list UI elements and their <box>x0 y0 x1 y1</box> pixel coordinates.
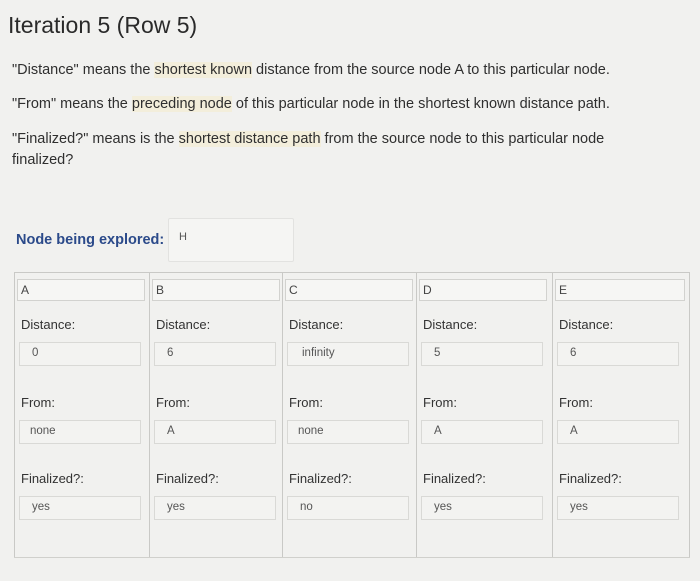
from-label: From: <box>156 395 190 410</box>
finalized-label: Finalized?: <box>423 471 486 486</box>
distance-label: Distance: <box>156 317 211 332</box>
distance-value: 6 <box>570 347 577 359</box>
node-column-c <box>282 273 417 557</box>
finalized-value: yes <box>434 501 452 513</box>
node-name-field[interactable]: D <box>419 279 547 301</box>
finalized-value: yes <box>167 501 185 513</box>
distance-input[interactable] <box>154 342 276 366</box>
node-column-b <box>149 273 284 557</box>
finalized-input[interactable] <box>557 496 679 520</box>
definition-text: distance from the source node A to this particular node. <box>252 62 610 78</box>
from-input[interactable] <box>19 420 141 444</box>
definition-text: finalized? <box>12 152 74 168</box>
from-label: From: <box>559 395 593 410</box>
finalized-value: yes <box>570 501 588 513</box>
finalized-value: no <box>300 501 313 513</box>
from-label: From: <box>289 395 323 410</box>
finalized-label: Finalized?: <box>289 471 352 486</box>
distance-input[interactable] <box>19 342 141 366</box>
node-column-e <box>552 273 690 557</box>
finalized-label: Finalized?: <box>559 471 622 486</box>
from-label: From: <box>423 395 457 410</box>
definition-text: of this particular node in the shortest known distance path. <box>231 96 610 112</box>
from-input[interactable] <box>154 420 276 444</box>
definition-text: "Finalized?" means is the <box>12 131 179 147</box>
node-name-field[interactable]: A <box>17 279 145 301</box>
definition-text: "From" means the <box>12 96 132 112</box>
finalized-label: Finalized?: <box>156 471 219 486</box>
definition-highlight: shortest distance path <box>178 131 321 147</box>
explored-node-input[interactable]: H <box>168 218 294 262</box>
finalized-input[interactable] <box>19 496 141 520</box>
from-value: A <box>434 425 442 437</box>
definition-finalized <box>12 129 604 171</box>
node-column-a <box>14 273 149 557</box>
node-name-field[interactable]: B <box>152 279 280 301</box>
from-input[interactable] <box>557 420 679 444</box>
page-title: Iteration 5 (Row 5) <box>8 12 198 38</box>
from-input[interactable] <box>421 420 543 444</box>
distance-input[interactable] <box>287 342 409 366</box>
node-name-field[interactable]: E <box>555 279 685 301</box>
finalized-input[interactable] <box>154 496 276 520</box>
distance-value: infinity <box>302 347 335 359</box>
from-value: A <box>167 425 175 437</box>
distance-value: 5 <box>434 347 441 359</box>
from-input[interactable] <box>287 420 409 444</box>
distance-value: 6 <box>167 347 174 359</box>
distance-input[interactable] <box>557 342 679 366</box>
finalized-input[interactable] <box>421 496 543 520</box>
node-name-field[interactable]: C <box>285 279 413 301</box>
finalized-input[interactable] <box>287 496 409 520</box>
definition-highlight: shortest known <box>154 62 253 78</box>
distance-input[interactable] <box>421 342 543 366</box>
definition-highlight: preceding node <box>131 96 232 112</box>
explored-node-label: Node being explored: <box>16 232 165 248</box>
definition-text: from the source node to this particular node <box>320 131 605 147</box>
node-column-d <box>416 273 551 557</box>
finalized-label: Finalized?: <box>21 471 84 486</box>
distance-label: Distance: <box>21 317 76 332</box>
distance-label: Distance: <box>289 317 344 332</box>
definition-distance <box>12 60 610 81</box>
definition-text: "Distance" means the <box>12 62 155 78</box>
distance-label: Distance: <box>559 317 614 332</box>
finalized-value: yes <box>32 501 50 513</box>
from-value: A <box>570 425 578 437</box>
distance-value: 0 <box>32 347 39 359</box>
distance-label: Distance: <box>423 317 478 332</box>
from-value: none <box>298 425 324 437</box>
definition-from <box>12 94 610 115</box>
node-table <box>14 272 690 558</box>
from-value: none <box>30 425 56 437</box>
from-label: From: <box>21 395 55 410</box>
